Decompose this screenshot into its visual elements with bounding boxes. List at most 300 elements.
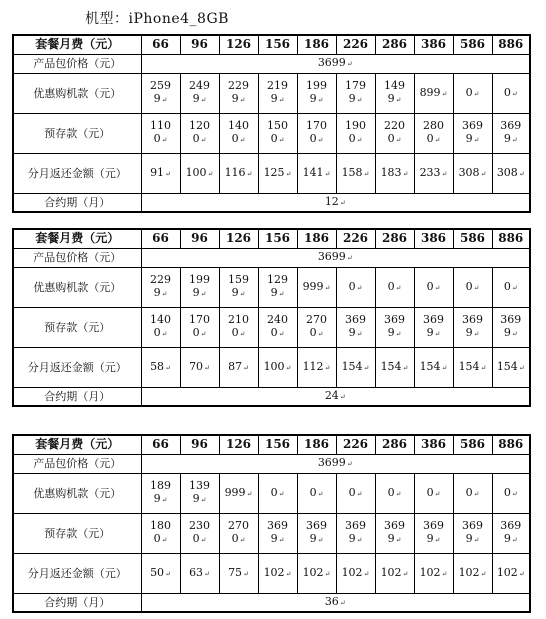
paragraph-mark-icon: ↵ [356,330,363,338]
fee-header: 186 [297,35,336,54]
value-cell [414,267,453,307]
fee-header: 66 [141,35,180,54]
value-cell [258,113,297,153]
fee-header: 186 [297,229,336,248]
value-cell [375,553,414,593]
paragraph-mark-icon: ↵ [402,363,409,372]
value-part: 0↵ [153,132,168,145]
row-label: 预存款（元） [13,113,141,153]
value-part: 63 [189,565,204,579]
value-cell [219,153,258,193]
value-cell [141,553,180,593]
fee-header: 126 [219,229,258,248]
value-part: 0↵ [465,85,480,99]
term-row [13,387,530,406]
term-value: 36↵ [141,593,530,612]
paragraph-mark-icon: ↵ [363,363,370,372]
header-row [13,35,530,54]
value-part: 102 [458,565,480,579]
value-cell [414,347,453,387]
value-part: 0↵ [309,485,324,499]
value-cell [414,73,453,113]
paragraph-mark-icon: ↵ [356,96,363,104]
term-row [13,593,530,612]
paragraph-mark-icon: ↵ [395,283,402,292]
fee-header: 386 [414,229,453,248]
value-cell [141,153,180,193]
value-part: 9↵ [387,92,402,105]
value-cell [453,347,492,387]
fee-header: 66 [141,435,180,454]
fee-header: 386 [414,435,453,454]
value-part: 149 [384,79,405,92]
value-cell [453,553,492,593]
value-part: 0↵ [309,326,324,339]
value-part: 9↵ [426,326,441,339]
value-part: 9↵ [426,532,441,545]
value-cell [258,153,297,193]
paragraph-mark-icon: ↵ [363,569,370,578]
value-part: 129 [267,273,288,286]
fee-header: 586 [453,435,492,454]
paragraph-mark-icon: ↵ [395,489,402,498]
value-cell [180,73,219,113]
subsidy-row [13,473,530,513]
value-part: 369 [462,119,483,132]
value-part: 9↵ [348,326,363,339]
paragraph-mark-icon: ↵ [200,536,207,544]
paragraph-mark-icon: ↵ [346,460,353,468]
value-part: 0↵ [503,485,518,499]
fee-header: 66 [141,229,180,248]
value-part: 100 [185,165,207,179]
value-part: 154 [380,359,402,373]
fee-header: 226 [336,229,375,248]
value-cell [492,347,530,387]
value-part: 270 [306,313,327,326]
paragraph-mark-icon: ↵ [480,169,487,178]
value-cell [180,153,219,193]
value-cell [219,113,258,153]
paragraph-mark-icon: ↵ [473,489,480,498]
value-part: 154 [496,359,518,373]
value-part: 369 [345,313,366,326]
value-cell [180,347,219,387]
paragraph-mark-icon: ↵ [395,96,402,104]
value-part: 270 [228,519,249,532]
value-part: 0↵ [153,532,168,545]
value-cell [375,153,414,193]
paragraph-mark-icon: ↵ [356,536,363,544]
value-part: 210 [228,313,249,326]
paragraph-mark-icon: ↵ [285,569,292,578]
value-part: 369 [423,313,444,326]
value-cell [258,473,297,513]
paragraph-mark-icon: ↵ [239,96,246,104]
value-cell [453,73,492,113]
row-label: 产品包价格（元） [13,54,141,73]
value-part: 9↵ [465,326,480,339]
value-part: 91 [150,165,165,179]
header-label: 套餐月费（元） [13,229,141,248]
value-cell [453,113,492,153]
value-part: 102 [496,565,518,579]
price-value: 3699↵ [141,454,530,473]
value-part: 9↵ [192,286,207,299]
row-label: 预存款（元） [13,513,141,553]
paragraph-mark-icon: ↵ [441,89,448,98]
value-part: 0↵ [231,132,246,145]
paragraph-mark-icon: ↵ [246,489,253,498]
value-part: 0↵ [387,485,402,499]
value-cell [492,73,530,113]
value-part: 9↵ [192,92,207,105]
paragraph-mark-icon: ↵ [511,489,518,498]
value-part: 0↵ [426,279,441,293]
value-part: 183 [380,165,402,179]
value-part: 999↵ [224,485,253,499]
price-row [13,454,530,473]
value-part: 369 [345,519,366,532]
value-cell [180,307,219,347]
fee-header: 126 [219,435,258,454]
value-cell [492,513,530,553]
value-part: 170 [306,119,327,132]
paragraph-mark-icon: ↵ [278,489,285,498]
fee-header: 156 [258,35,297,54]
value-part: 9↵ [465,532,480,545]
value-cell [180,267,219,307]
value-cell [258,513,297,553]
value-cell [297,473,336,513]
value-cell [492,553,530,593]
row-label: 合约期（月） [13,593,141,612]
row-label: 合约期（月） [13,193,141,212]
paragraph-mark-icon: ↵ [161,330,168,338]
value-part: 179 [345,79,366,92]
price-value: 3699↵ [141,248,530,267]
value-part: 0↵ [503,85,518,99]
price-value: 3699↵ [141,54,530,73]
paragraph-mark-icon: ↵ [518,569,525,578]
value-cell [375,267,414,307]
value-part: 0↵ [387,132,402,145]
row-label: 优惠购机款（元） [13,73,141,113]
value-part: 0↵ [503,279,518,293]
row-label: 分月返还金额（元） [13,153,141,193]
row-label: 分月返还金额（元） [13,553,141,593]
monthly-row [13,553,530,593]
paragraph-mark-icon: ↵ [317,536,324,544]
value-cell [453,473,492,513]
paragraph-mark-icon: ↵ [161,536,168,544]
row-label: 产品包价格（元） [13,248,141,267]
value-cell [336,267,375,307]
value-part: 0↵ [426,132,441,145]
value-cell [297,307,336,347]
value-part: 9↵ [153,286,168,299]
value-part: 154 [419,359,441,373]
paragraph-mark-icon: ↵ [434,283,441,292]
value-part: 0↵ [231,326,246,339]
term-row [13,193,530,212]
value-cell [141,473,180,513]
value-part: 159 [228,273,249,286]
value-part: 230 [189,519,210,532]
deposit-row [13,113,530,153]
value-cell [375,113,414,153]
paragraph-mark-icon: ↵ [356,136,363,144]
value-cell [492,153,530,193]
value-part: 369 [267,519,288,532]
row-label: 优惠购机款（元） [13,267,141,307]
row-label: 合约期（月） [13,387,141,406]
value-cell [219,267,258,307]
value-part: 0↵ [192,532,207,545]
value-cell [297,267,336,307]
fee-header: 386 [414,35,453,54]
paragraph-mark-icon: ↵ [278,136,285,144]
fee-header: 156 [258,229,297,248]
paragraph-mark-icon: ↵ [161,290,168,298]
page-title: 机型：iPhone4_8GB [85,11,229,27]
value-cell [219,553,258,593]
value-part: 249 [189,79,210,92]
value-cell [492,113,530,153]
value-part: 9↵ [231,286,246,299]
value-part: 240 [267,313,288,326]
value-cell [336,153,375,193]
paragraph-mark-icon: ↵ [441,569,448,578]
value-part: 112 [302,359,324,373]
value-part: 0↵ [465,279,480,293]
deposit-row [13,307,530,347]
paragraph-mark-icon: ↵ [317,489,324,498]
value-cell [336,553,375,593]
value-part: 9↵ [348,532,363,545]
plan-table-3 [12,434,531,613]
paragraph-mark-icon: ↵ [239,136,246,144]
fee-header: 286 [375,229,414,248]
value-part: 259 [150,79,171,92]
value-part: 140 [228,119,249,132]
paragraph-mark-icon: ↵ [243,569,249,578]
value-cell [375,513,414,553]
paragraph-mark-icon: ↵ [200,136,207,144]
value-part: 120 [189,119,210,132]
paragraph-mark-icon: ↵ [480,569,487,578]
value-part: 9↵ [231,92,246,105]
fee-header: 286 [375,435,414,454]
value-cell [453,153,492,193]
header-label: 套餐月费（元） [13,435,141,454]
value-part: 369 [423,519,444,532]
value-part: 9↵ [348,92,363,105]
paragraph-mark-icon: ↵ [239,536,246,544]
paragraph-mark-icon: ↵ [473,283,480,292]
value-part: 102 [380,565,402,579]
fee-header: 586 [453,35,492,54]
paragraph-mark-icon: ↵ [402,569,409,578]
value-part: 220 [384,119,405,132]
paragraph-mark-icon: ↵ [243,363,249,372]
value-cell [297,553,336,593]
value-part: 0↵ [153,326,168,339]
value-part: 0↵ [348,279,363,293]
paragraph-mark-icon: ↵ [161,496,168,504]
value-cell [180,113,219,153]
value-part: 308 [458,165,480,179]
value-part: 233 [419,165,441,179]
value-cell [375,347,414,387]
value-part: 0↵ [192,326,207,339]
fee-header: 226 [336,35,375,54]
paragraph-mark-icon: ↵ [441,169,448,178]
value-cell [414,153,453,193]
paragraph-mark-icon: ↵ [434,489,441,498]
value-part: 170 [189,313,210,326]
term-value: 12↵ [141,193,530,212]
value-part: 369 [384,313,405,326]
fee-header: 186 [297,435,336,454]
paragraph-mark-icon: ↵ [278,536,285,544]
value-part: 9↵ [153,92,168,105]
value-cell [141,513,180,553]
value-cell [453,513,492,553]
paragraph-mark-icon: ↵ [402,169,409,178]
value-cell [258,307,297,347]
value-part: 9↵ [309,92,324,105]
price-row [13,248,530,267]
paragraph-mark-icon: ↵ [511,283,518,292]
value-part: 116 [224,165,246,179]
value-part: 0↵ [270,132,285,145]
value-part: 9↵ [192,492,207,505]
value-part: 110 [150,119,171,132]
value-cell [414,513,453,553]
paragraph-mark-icon: ↵ [346,254,353,262]
value-cell [180,553,219,593]
value-cell [258,347,297,387]
fee-header: 886 [492,435,530,454]
paragraph-mark-icon: ↵ [339,598,346,607]
paragraph-mark-icon: ↵ [200,290,207,298]
value-cell [414,473,453,513]
price-row [13,54,530,73]
paragraph-mark-icon: ↵ [246,169,253,178]
paragraph-mark-icon: ↵ [395,330,402,338]
value-cell [297,73,336,113]
paragraph-mark-icon: ↵ [441,363,448,372]
value-part: 139 [189,479,210,492]
value-cell [141,113,180,153]
value-cell [219,473,258,513]
value-part: 0↵ [465,485,480,499]
term-value: 24↵ [141,387,530,406]
paragraph-mark-icon: ↵ [434,136,441,144]
paragraph-mark-icon: ↵ [324,569,331,578]
value-part: 999↵ [302,279,331,293]
paragraph-mark-icon: ↵ [204,363,210,372]
paragraph-mark-icon: ↵ [161,96,168,104]
paragraph-mark-icon: ↵ [200,96,207,104]
value-cell [414,307,453,347]
value-part: 9↵ [465,132,480,145]
row-label: 分月返还金额（元） [13,347,141,387]
value-cell [336,513,375,553]
value-part: 0↵ [348,132,363,145]
value-part: 87 [228,359,243,373]
paragraph-mark-icon: ↵ [239,290,246,298]
fee-header: 126 [219,35,258,54]
value-part: 102 [263,565,285,579]
value-part: 9↵ [387,326,402,339]
paragraph-mark-icon: ↵ [207,169,214,178]
value-part: 9↵ [270,286,285,299]
value-part: 0↵ [348,485,363,499]
value-part: 154 [458,359,480,373]
value-part: 9↵ [270,532,285,545]
paragraph-mark-icon: ↵ [278,96,285,104]
value-part: 0↵ [387,279,402,293]
paragraph-mark-icon: ↵ [165,363,171,372]
value-part: 102 [341,565,363,579]
subsidy-row [13,267,530,307]
value-cell [297,513,336,553]
paragraph-mark-icon: ↵ [204,569,210,578]
value-cell [141,307,180,347]
value-cell [375,307,414,347]
value-cell [492,307,530,347]
paragraph-mark-icon: ↵ [434,536,441,544]
value-cell [180,473,219,513]
paragraph-mark-icon: ↵ [317,96,324,104]
paragraph-mark-icon: ↵ [356,283,363,292]
value-cell [336,73,375,113]
paragraph-mark-icon: ↵ [324,363,331,372]
value-part: 9↵ [503,532,518,545]
value-part: 369 [500,313,522,326]
header-row [13,229,530,248]
value-part: 140 [150,313,171,326]
value-part: 9↵ [503,132,518,145]
value-cell [414,113,453,153]
fee-header: 226 [336,435,375,454]
value-part: 50 [150,565,165,579]
paragraph-mark-icon: ↵ [200,330,207,338]
value-part: 229 [228,79,249,92]
paragraph-mark-icon: ↵ [324,283,331,292]
value-part: 0↵ [270,326,285,339]
paragraph-mark-icon: ↵ [473,89,480,98]
value-part: 0↵ [231,532,246,545]
value-part: 189 [150,479,171,492]
paragraph-mark-icon: ↵ [356,489,363,498]
value-cell [336,347,375,387]
value-part: 199 [306,79,327,92]
fee-header: 96 [180,35,219,54]
value-cell [336,307,375,347]
plan-table-2 [12,228,531,407]
value-part: 199 [189,273,210,286]
value-part: 369 [384,519,405,532]
paragraph-mark-icon: ↵ [317,136,324,144]
value-part: 100 [263,359,285,373]
value-part: 102 [302,565,324,579]
value-cell [375,473,414,513]
paragraph-mark-icon: ↵ [200,496,207,504]
fee-header: 96 [180,229,219,248]
